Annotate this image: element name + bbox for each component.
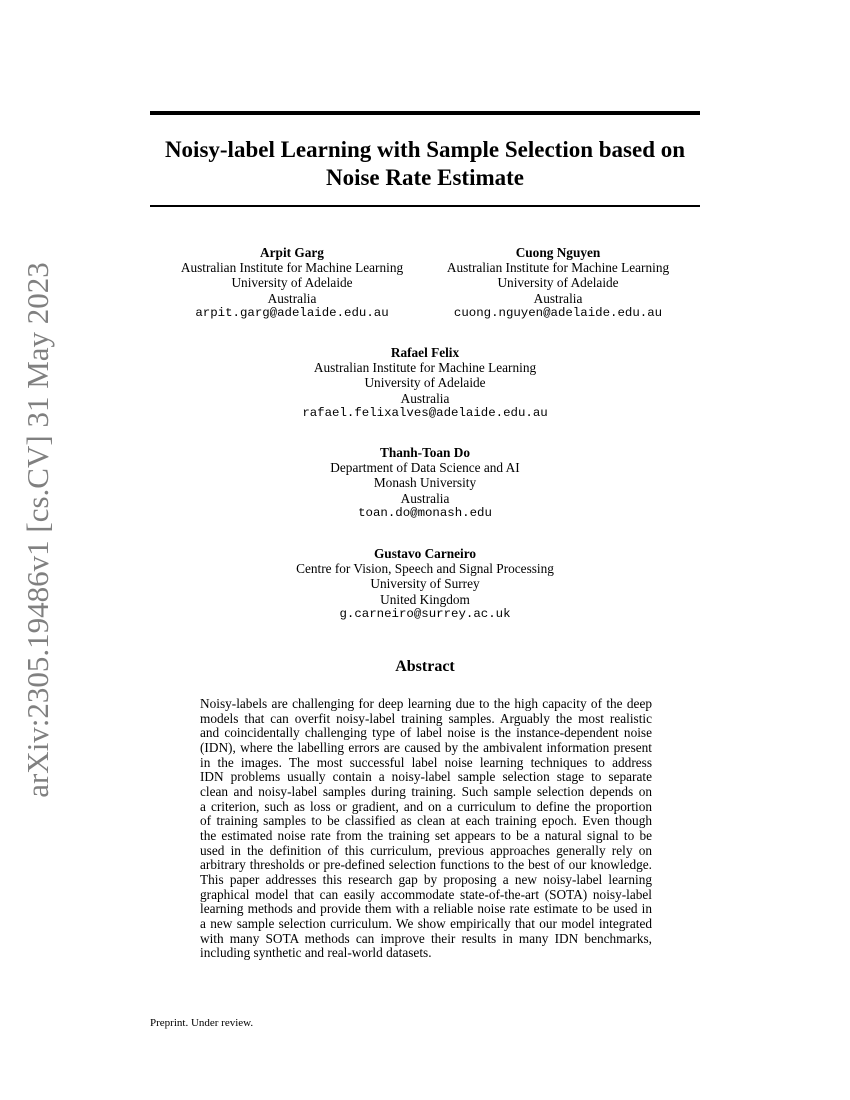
abstract-line: a new sample selection curriculum. We show empirically that our model integrated [200, 915, 652, 931]
title-line: Noise Rate Estimate [325, 165, 524, 190]
author-email[interactable]: rafael.felixalves@adelaide.edu.au [302, 405, 548, 420]
title-top-rule [150, 111, 700, 115]
author-affiliation: Australian Institute for Machine Learning [446, 260, 670, 276]
abstract-line: arbitrary thresholds or pre-defined selection functions to the best of our knowledge. [200, 857, 652, 873]
abstract-line: This paper addresses this research gap by proposing a new noisy-label learning [200, 871, 652, 887]
abstract-line: models that can overfit noisy-label training samples. Arguably the most realistic [200, 710, 652, 726]
author-email[interactable]: g.carneiro@surrey.ac.uk [339, 606, 511, 621]
author-affiliation: Australian Institute for Machine Learning [313, 360, 537, 376]
author-block [265, 445, 585, 521]
footer-note: Preprint. Under review. [150, 1017, 254, 1029]
abstract-line: IDN problems usually contain a noisy-label sample selection stage to separate [200, 769, 652, 785]
abstract-line: in the images. The most successful label noise learning techniques to address [200, 754, 652, 770]
author-name: Arpit Garg [260, 245, 324, 260]
paper-title [150, 136, 700, 192]
author-affiliation: University of Surrey [370, 576, 480, 592]
abstract-heading: Abstract [395, 658, 455, 675]
author-email[interactable]: cuong.nguyen@adelaide.edu.au [453, 305, 663, 320]
author-affiliation: Australia [267, 290, 317, 306]
abstract-line: graphical model that can easily accommodate state-of-the-art (SOTA) noisy-label [200, 886, 652, 902]
abstract-line: including synthetic and real-world datasets. [200, 945, 432, 961]
author-email[interactable]: toan.do@monash.edu [358, 505, 492, 520]
author-affiliation: Australia [400, 390, 450, 406]
abstract-line: and coincidentally challenging type of label noise is the instance-dependent noise [200, 725, 652, 741]
abstract-line: the estimated noise rate from the training set appears to be a natural signal to be [200, 827, 652, 843]
author-email[interactable]: arpit.garg@adelaide.edu.au [195, 305, 389, 320]
abstract-line: (IDN), where the labelling errors are caused by the ambivalent information present [200, 739, 652, 755]
author-affiliation: United Kingdom [380, 591, 470, 607]
author-name: Gustavo Carneiro [373, 546, 477, 561]
author-affiliation: Monash University [373, 475, 477, 491]
author-name: Thanh-Toan Do [379, 445, 471, 460]
author-name: Cuong Nguyen [515, 245, 601, 260]
author-affiliation: Australia [400, 490, 450, 506]
author-block [265, 345, 585, 421]
author-block [265, 546, 585, 622]
abstract-body [200, 697, 652, 961]
author-affiliation: Australian Institute for Machine Learning [180, 260, 404, 276]
title-line: Noisy-label Learning with Sample Selection based on [164, 137, 686, 162]
arxiv-stamp: arXiv:2305.19486v1 [cs.CV] 31 May 2023 [20, 262, 55, 798]
abstract-line: a criterion, such as loss or gradient, and on a curriculum to define the proportion [200, 798, 652, 814]
author-affiliation: Centre for Vision, Speech and Signal Processing [296, 561, 554, 577]
abstract-line: clean and noisy-label samples during training. Such sample selection depends on [200, 783, 652, 799]
abstract-line: with many SOTA methods can improve their results in many IDN benchmarks, [200, 930, 652, 946]
author-affiliation: Department of Data Science and AI [330, 460, 520, 476]
author-affiliation: University of Adelaide [497, 275, 619, 291]
author-affiliation: Australia [533, 290, 583, 306]
author-affiliation: University of Adelaide [364, 375, 486, 391]
author-affiliation: University of Adelaide [231, 275, 353, 291]
abstract-line: used in the definition of this curriculum, previous approaches generally rely on [200, 842, 652, 858]
abstract-line: of training samples to be classified as clean at each training epoch. Even though [200, 813, 652, 829]
abstract-line: Noisy-labels are challenging for deep learning due to the high capacity of the deep [200, 696, 652, 711]
title-bottom-rule [150, 205, 700, 207]
abstract-line: learning methods and provide them with a reliable noise rate estimate to be used in [200, 901, 652, 917]
author-name: Rafael Felix [390, 345, 460, 360]
author-block [398, 245, 718, 321]
